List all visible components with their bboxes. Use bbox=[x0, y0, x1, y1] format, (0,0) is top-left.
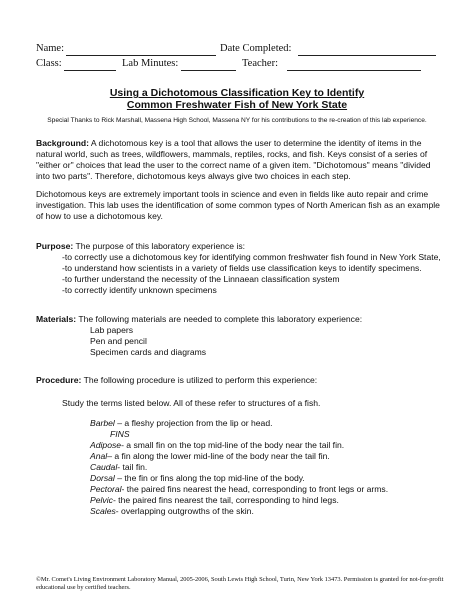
procedure-intro: The following procedure is utilized to perform this experience: bbox=[81, 375, 318, 385]
term-definition: - tail fin. bbox=[117, 462, 148, 472]
term-definition: – a fleshy projection from the lip or head. bbox=[114, 418, 273, 428]
materials-item: Specimen cards and diagrams bbox=[90, 347, 207, 357]
acknowledgement: Special Thanks to Rick Marshall, Massena High School, Massena NY for his contributions to the re-creation of this lab experience. bbox=[47, 117, 427, 124]
term-name: Pelvic bbox=[90, 495, 113, 505]
purpose-intro: The purpose of this laboratory experience is: bbox=[73, 241, 246, 251]
term-name: Barbel bbox=[90, 418, 115, 428]
procedure-section bbox=[36, 375, 446, 386]
title-line-2: Common Freshwater Fish of New York State bbox=[126, 99, 348, 111]
date-completed-blank[interactable] bbox=[298, 55, 436, 56]
term-name: Caudal bbox=[90, 462, 118, 472]
date-completed-label: Date Completed: bbox=[220, 43, 292, 54]
lab-minutes-label: Lab Minutes: bbox=[122, 58, 179, 69]
purpose-item: -to correctly identify unknown specimens bbox=[62, 285, 217, 295]
term-definition: – the fin or fins along the top mid-line of the body. bbox=[114, 473, 305, 483]
term-name: Scales bbox=[90, 506, 116, 516]
term-item bbox=[90, 484, 388, 495]
term-name: Anal bbox=[90, 451, 108, 461]
teacher-label: Teacher: bbox=[242, 58, 278, 69]
purpose-item: -to correctly use a dichotomous key for identifying common freshwater fish found in New York State, bbox=[62, 252, 441, 262]
term-item bbox=[90, 451, 330, 462]
term-definition: - a small fin on the top mid-line of the body near the tail fin. bbox=[121, 440, 345, 450]
term-name: FINS bbox=[110, 429, 130, 439]
term-name: Adipose bbox=[90, 440, 122, 450]
purpose-item: -to understand how scientists in a variety of fields use classification keys to identify specimens. bbox=[62, 263, 422, 273]
term-item bbox=[90, 473, 305, 484]
procedure-study: Study the terms listed below. All of these refer to structures of a fish. bbox=[62, 398, 321, 408]
purpose-heading: Purpose: bbox=[36, 241, 74, 251]
term-item bbox=[110, 429, 130, 440]
footer-permission: educational use by certified teachers. bbox=[36, 584, 131, 591]
term-definition: - the paired fins nearest the tail, corresponding to hind legs. bbox=[112, 495, 339, 505]
background-section bbox=[36, 138, 446, 182]
background-text: A dichotomous key is a tool that allows the user to determine the identity of items in the natural world, such as trees, wildflowers, mammals, reptiles, rocks, and fish. Keys consist of a series of "either or" choices that lead the user to the correct name of a given item. "Dichotomous" means "divided into two parts". Therefore, dichotomous keys always give two choices in each step. bbox=[36, 138, 431, 181]
materials-intro: The following materials are needed to complete this laboratory experience: bbox=[76, 314, 363, 324]
term-definition: - the paired fins nearest the head, corresponding to front legs or arms. bbox=[121, 484, 389, 494]
term-item bbox=[90, 462, 147, 473]
name-blank[interactable] bbox=[66, 55, 216, 56]
background-heading: Background: bbox=[36, 138, 89, 148]
background-paragraph-2: Dichotomous keys are extremely important tools in science and even in fields like auto repair and crime investigation. This lab uses the identification of some common types of North American fish as an example of how to use a dichotomous key. bbox=[36, 189, 440, 221]
term-definition: - overlapping outgrowths of the skin. bbox=[115, 506, 254, 516]
term-item bbox=[90, 418, 272, 429]
term-name: Dorsal bbox=[90, 473, 115, 483]
teacher-blank[interactable] bbox=[287, 70, 421, 71]
class-label: Class: bbox=[36, 58, 62, 69]
class-blank[interactable] bbox=[64, 70, 116, 71]
materials-item: Pen and pencil bbox=[90, 336, 147, 346]
procedure-heading: Procedure: bbox=[36, 375, 82, 385]
footer-copyright: ©Mr. Comet's Living Environment Laboratory Manual, 2005-2006, South Lewis High School, Turin, New York 13473. Permission is granted for not-for-profit bbox=[36, 576, 444, 583]
materials-section bbox=[36, 314, 446, 325]
term-item bbox=[90, 506, 254, 517]
materials-item: Lab papers bbox=[90, 325, 134, 335]
purpose-section bbox=[36, 241, 446, 252]
name-label: Name: bbox=[36, 43, 64, 54]
term-definition: – a fin along the lower mid-line of the body near the tail fin. bbox=[107, 451, 330, 461]
purpose-item: -to further understand the necessity of the Linnaean classification system bbox=[62, 274, 340, 284]
term-item bbox=[90, 440, 344, 451]
term-item bbox=[90, 495, 339, 506]
materials-heading: Materials: bbox=[36, 314, 77, 324]
term-name: Pectoral bbox=[90, 484, 122, 494]
title-line-1: Using a Dichotomous Classification Key to Identify bbox=[109, 87, 365, 99]
lab-minutes-blank[interactable] bbox=[181, 70, 236, 71]
